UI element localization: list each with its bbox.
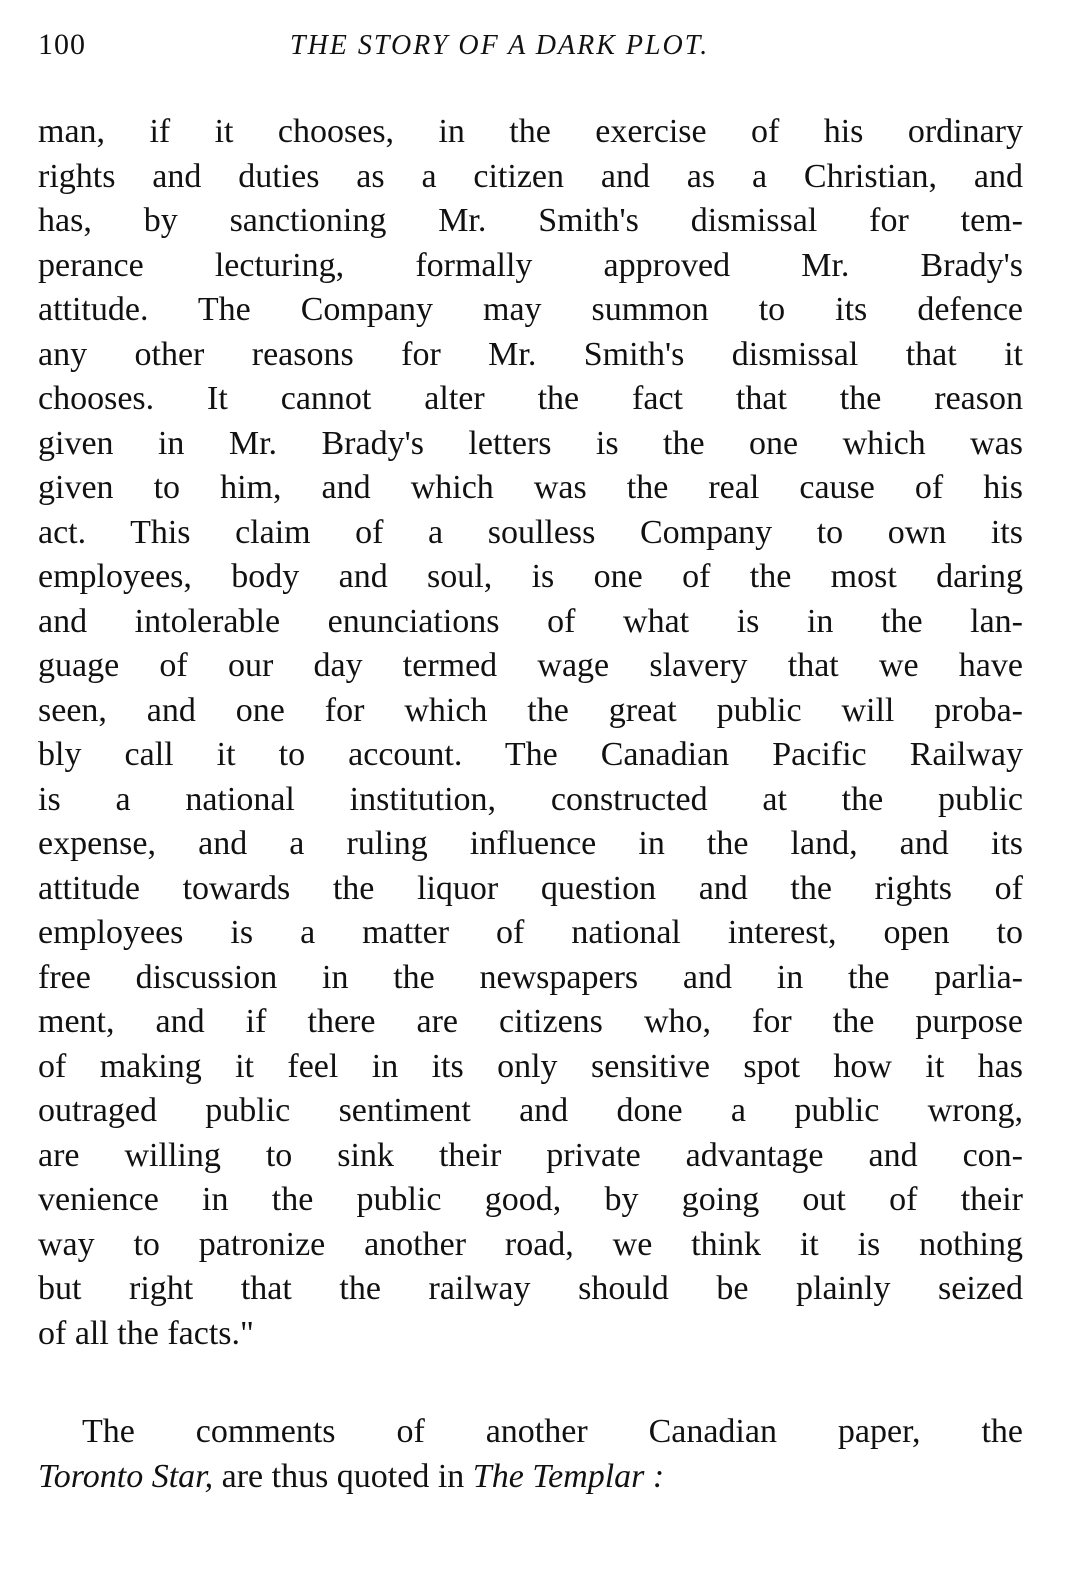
text-line: chooses. It cannot alter the fact that the reason [38, 380, 1023, 417]
text-line: given in Mr. Brady's letters is the one which was [38, 424, 1023, 462]
text-line [38, 1455, 1023, 1500]
publication-title: The Templar : [472, 1457, 665, 1495]
text-line: bly call it to account. The Canadian Pacific Railway [38, 736, 1023, 773]
text-line: free discussion in the newspapers and in the parlia- [38, 958, 1023, 996]
text-line: attitude towards the liquor question and the rights of [38, 869, 1023, 907]
text-line: attitude. The Company may summon to its defence [38, 291, 1023, 328]
text-line: of making it feel in its only sensitive spot how it has [38, 1047, 1023, 1085]
text-line: act. This claim of a soulless Company to own its [38, 513, 1023, 551]
intro-paragraph [38, 1410, 1023, 1499]
text-line: ment, and if there are citizens who, for the purpose [38, 1003, 1023, 1040]
newspaper-title: Toronto Star, [38, 1457, 214, 1495]
text-line: way to patronize another road, we think it is nothing [38, 1225, 1023, 1263]
page-number: 100 [38, 28, 86, 61]
text-line: expense, and a ruling influence in the land, and its [38, 825, 1023, 862]
text-line: employees is a matter of national interest, open to [38, 914, 1023, 951]
text-line: given to him, and which was the real cause of his [38, 469, 1023, 506]
text-line: venience in the public good, by going out of their [38, 1181, 1023, 1218]
running-title: THE STORY OF A DARK PLOT. [290, 30, 710, 61]
text-line: employees, body and soul, is one of the most daring [38, 558, 1023, 595]
text-line: seen, and one for which the great public will proba- [38, 691, 1023, 729]
text-line: any other reasons for Mr. Smith's dismissal that it [38, 335, 1023, 373]
text-line: and intolerable enunciations of what is in the lan- [38, 602, 1023, 640]
text-line: are willing to sink their private advantage and con- [38, 1136, 1023, 1174]
text-line: but right that the railway should be plainly seized [38, 1270, 1023, 1307]
quoted-paragraph [38, 110, 1023, 1356]
text-line: perance lecturing, formally approved Mr. Brady's [38, 246, 1023, 284]
text-line: outraged public sentiment and done a public wrong, [38, 1092, 1023, 1129]
connecting-text: are thus quoted in [213, 1457, 473, 1495]
text-line: man, if it chooses, in the exercise of his ordinary [38, 113, 1023, 150]
text-line: The comments of another Canadian paper, the [82, 1413, 1023, 1450]
text-line: is a national institution, constructed at the public [38, 780, 1023, 818]
text-line: rights and duties as a citizen and as a Christian, and [38, 157, 1023, 195]
page-header [38, 28, 1038, 68]
text-line: of all the facts." [38, 1314, 254, 1352]
text-line: has, by sanctioning Mr. Smith's dismissal for tem- [38, 202, 1023, 239]
text-line: guage of our day termed wage slavery that we have [38, 647, 1023, 684]
